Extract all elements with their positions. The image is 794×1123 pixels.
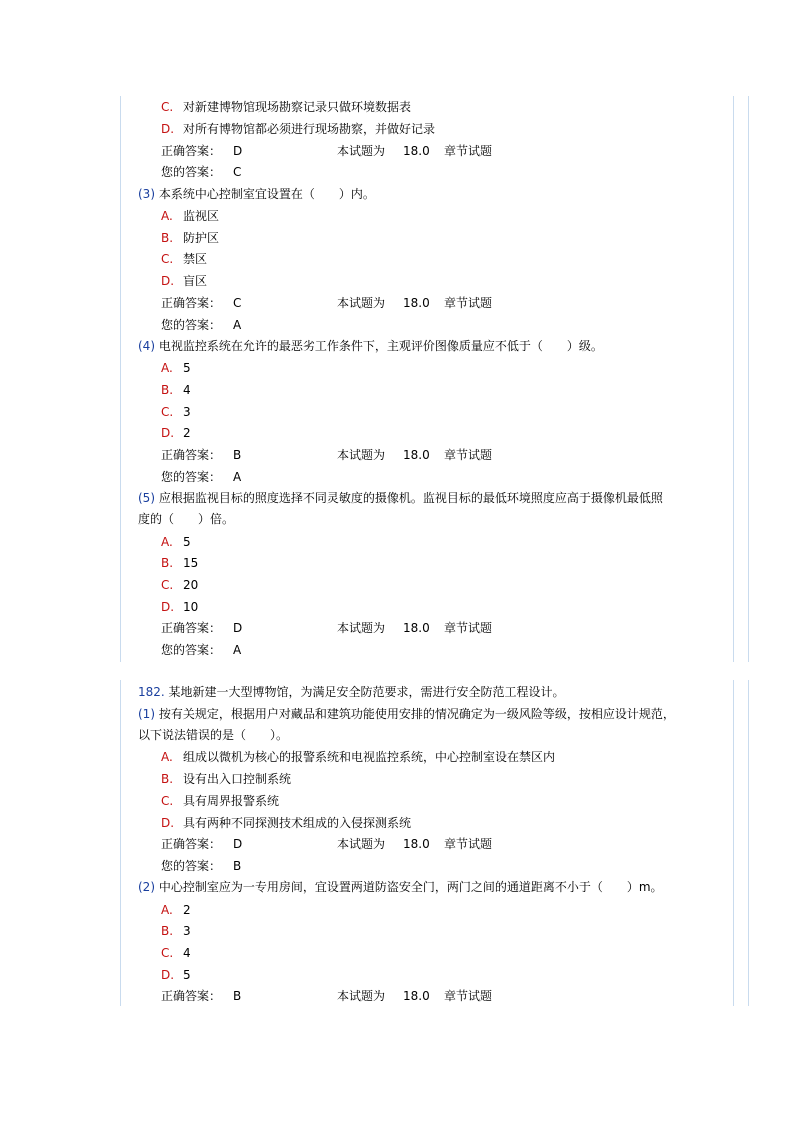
option-a	[161, 899, 191, 921]
option-letter: D.	[161, 426, 175, 440]
question-stem-continued	[138, 724, 288, 746]
option-letter: A.	[161, 535, 173, 549]
option-c	[161, 96, 411, 118]
your-answer-row	[161, 314, 561, 336]
option-letter: A.	[161, 361, 173, 375]
score-label: 本试题为	[337, 837, 386, 851]
your-answer-label: 您的答案：	[161, 859, 222, 873]
your-answer-value: C	[233, 165, 242, 179]
option-a	[161, 531, 191, 553]
option-letter: A.	[161, 209, 173, 223]
question-stem	[138, 703, 675, 725]
option-c	[161, 574, 198, 596]
correct-answer-row	[161, 617, 561, 639]
option-text: 防护区	[183, 231, 220, 245]
option-c	[161, 248, 207, 270]
option-text: 对所有博物馆都必须进行现场勘察，并做好记录	[183, 122, 436, 136]
option-text: 3	[183, 924, 191, 938]
correct-answer-row	[161, 444, 561, 466]
question-number: 182.	[138, 685, 165, 699]
option-c	[161, 790, 279, 812]
correct-answer-value: D	[233, 837, 243, 851]
correct-answer-row	[161, 985, 561, 1007]
question-text: 以下说法错误的是（ ）。	[138, 728, 289, 742]
option-letter: D.	[161, 816, 175, 830]
your-answer-row	[161, 639, 561, 661]
question-number: (2)	[138, 880, 155, 894]
option-a	[161, 746, 555, 768]
option-letter: D.	[161, 122, 175, 136]
your-answer-label: 您的答案：	[161, 318, 222, 332]
option-letter: C.	[161, 794, 174, 808]
correct-answer-label: 正确答案：	[161, 989, 222, 1003]
your-answer-value: A	[233, 643, 242, 657]
score-value: 18.0	[403, 448, 430, 462]
question-number: (1)	[138, 707, 155, 721]
chapter-label: 章节试题	[444, 989, 493, 1003]
chapter-label: 章节试题	[444, 837, 493, 851]
option-letter: B.	[161, 924, 174, 938]
option-d	[161, 596, 198, 618]
correct-answer-label: 正确答案：	[161, 448, 222, 462]
correct-answer-label: 正确答案：	[161, 296, 222, 310]
frame-right-line-top	[733, 96, 734, 662]
score-label: 本试题为	[337, 621, 386, 635]
your-answer-value: B	[233, 859, 242, 873]
option-text: 禁区	[183, 252, 208, 266]
score-label: 本试题为	[337, 144, 386, 158]
option-letter: D.	[161, 968, 175, 982]
correct-answer-label: 正确答案：	[161, 144, 222, 158]
option-d	[161, 422, 191, 444]
score-value: 18.0	[403, 296, 430, 310]
your-answer-label: 您的答案：	[161, 165, 222, 179]
correct-answer-row	[161, 292, 561, 314]
option-a	[161, 205, 219, 227]
frame-right-line-bottom	[733, 680, 734, 1006]
chapter-label: 章节试题	[444, 296, 493, 310]
chapter-label: 章节试题	[444, 448, 493, 462]
question-text: 按有关规定，根据用户对藏品和建筑功能使用安排的情况确定为一级风险等级，按相应设计规范，	[158, 707, 675, 721]
frame-left-line-bottom	[120, 680, 121, 1006]
option-text: 20	[183, 578, 199, 592]
option-d	[161, 270, 207, 292]
frame-left-line-top	[120, 96, 121, 662]
score-value: 18.0	[403, 621, 430, 635]
option-text: 4	[183, 383, 191, 397]
question-text: 电视监控系统在允许的最恶劣工作条件下，主观评价图像质量应不低于（ ）级。	[158, 339, 603, 353]
score-value: 18.0	[403, 989, 430, 1003]
option-b	[161, 552, 198, 574]
your-answer-value: A	[233, 470, 242, 484]
option-text: 组成以微机为核心的报警系统和电视监控系统，中心控制室设在禁区内	[183, 750, 556, 764]
option-d	[161, 118, 435, 140]
correct-answer-row	[161, 833, 561, 855]
option-b	[161, 920, 191, 942]
option-text: 设有出入口控制系统	[183, 772, 292, 786]
option-text: 盲区	[183, 274, 208, 288]
option-b	[161, 227, 219, 249]
correct-answer-value: B	[233, 448, 242, 462]
option-letter: D.	[161, 274, 175, 288]
your-answer-value: A	[233, 318, 242, 332]
chapter-label: 章节试题	[444, 144, 493, 158]
correct-answer-value: D	[233, 144, 243, 158]
question-title	[138, 681, 565, 703]
option-c	[161, 401, 191, 423]
option-a	[161, 357, 191, 379]
correct-answer-value: B	[233, 989, 242, 1003]
option-letter: C.	[161, 405, 174, 419]
option-text: 10	[183, 600, 199, 614]
option-letter: C.	[161, 946, 174, 960]
frame-right-line-top-outer	[748, 96, 749, 662]
option-text: 5	[183, 968, 191, 982]
question-text: 某地新建一大型博物馆，为满足安全防范要求，需进行安全防范工程设计。	[168, 685, 565, 699]
option-letter: B.	[161, 231, 174, 245]
correct-answer-value: D	[233, 621, 243, 635]
score-value: 18.0	[403, 144, 430, 158]
option-letter: C.	[161, 252, 174, 266]
option-letter: C.	[161, 578, 174, 592]
question-stem	[138, 487, 663, 509]
option-text: 15	[183, 556, 199, 570]
option-b	[161, 379, 191, 401]
option-text: 3	[183, 405, 191, 419]
option-letter: C.	[161, 100, 174, 114]
option-text: 监视区	[183, 209, 220, 223]
question-number: (3)	[138, 187, 155, 201]
option-letter: B.	[161, 772, 174, 786]
option-text: 具有两种不同探测技术组成的入侵探测系统	[183, 816, 412, 830]
option-b	[161, 768, 291, 790]
option-letter: A.	[161, 750, 173, 764]
option-text: 4	[183, 946, 191, 960]
option-letter: D.	[161, 600, 175, 614]
question-text: 应根据监视目标的照度选择不同灵敏度的摄像机。监视目标的最低环境照度应高于摄像机最低照	[158, 491, 663, 505]
question-number: (4)	[138, 339, 155, 353]
option-d	[161, 812, 411, 834]
your-answer-label: 您的答案：	[161, 470, 222, 484]
score-label: 本试题为	[337, 296, 386, 310]
option-c	[161, 942, 191, 964]
your-answer-row	[161, 855, 561, 877]
question-stem-continued	[138, 508, 234, 530]
correct-answer-label: 正确答案：	[161, 621, 222, 635]
correct-answer-row	[161, 140, 561, 162]
option-text: 对新建博物馆现场勘察记录只做环境数据表	[183, 100, 412, 114]
option-letter: A.	[161, 903, 173, 917]
score-value: 18.0	[403, 837, 430, 851]
question-text: 本系统中心控制室宜设置在（ ）内。	[158, 187, 375, 201]
option-text: 具有周界报警系统	[183, 794, 280, 808]
option-text: 5	[183, 361, 191, 375]
question-number: (5)	[138, 491, 155, 505]
score-label: 本试题为	[337, 989, 386, 1003]
option-text: 2	[183, 426, 191, 440]
question-stem	[138, 876, 663, 898]
frame-right-line-bottom-outer	[748, 680, 749, 1006]
correct-answer-label: 正确答案：	[161, 837, 222, 851]
question-stem	[138, 335, 603, 357]
option-letter: B.	[161, 556, 174, 570]
option-text: 5	[183, 535, 191, 549]
your-answer-row	[161, 466, 561, 488]
chapter-label: 章节试题	[444, 621, 493, 635]
your-answer-label: 您的答案：	[161, 643, 222, 657]
option-text: 2	[183, 903, 191, 917]
your-answer-row	[161, 161, 561, 183]
correct-answer-value: C	[233, 296, 242, 310]
option-letter: B.	[161, 383, 174, 397]
option-d	[161, 964, 191, 986]
question-text: 中心控制室应为一专用房间，宜设置两道防盗安全门，两门之间的通道距离不小于（ ）m。	[158, 880, 663, 894]
question-text: 度的（ ）倍。	[138, 512, 235, 526]
score-label: 本试题为	[337, 448, 386, 462]
question-stem	[138, 183, 375, 205]
